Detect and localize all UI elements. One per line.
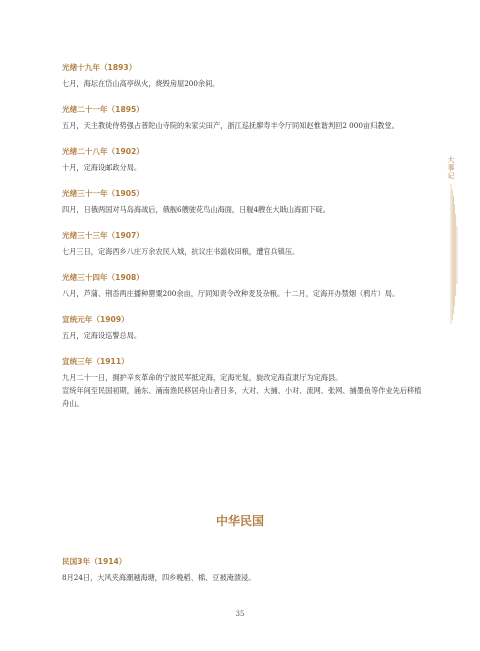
entry-text: 八月，芦蒲、荆岙两庄播种罂粟200余亩，厅同知责令改种麦及杂粮。十二月，定海开办禁烟（鸦片）局。 xyxy=(62,289,400,298)
chronicle-entry xyxy=(62,104,426,132)
entry-text: 四月，日俄两国对马岛海战后，俄舰6艘驶花鸟山海面，日舰4艘在大戢山海面下碇。 xyxy=(62,205,330,214)
entry-text: 8月24日，大风夹海潮越海塘，四乡晚稻、棉、豆被淹溃浸。 xyxy=(62,573,256,582)
entry-year: 光绪三十一年（1905） xyxy=(62,189,144,198)
entry-year: 光绪三十三年（1907） xyxy=(62,231,144,240)
entry-year: 光绪二十一年（1895） xyxy=(62,105,144,114)
entry-text: 五月，定海设巡警总局。 xyxy=(62,331,142,340)
side-section-label xyxy=(446,156,460,180)
chronicle-entry xyxy=(62,146,426,174)
chronicle-republic xyxy=(62,556,426,598)
page-number: 35 xyxy=(235,610,245,618)
entry-year: 民国3年（1914） xyxy=(62,557,127,566)
entry-text: 九月二十一日，拥护辛亥革命的宁波民军抵定海，定海光复，旋改定海直隶厅为定海县。 xyxy=(62,373,343,382)
chronicle-entry xyxy=(62,62,426,90)
chronicle-entry xyxy=(62,314,426,342)
chronicle-entry xyxy=(62,188,426,216)
chronicle-entry xyxy=(62,272,426,300)
entry-text: 七月，海坛在岱山高亭纵火，烧毁房屋200余间。 xyxy=(62,79,220,88)
chronicle-entry xyxy=(62,230,426,258)
side-label-text: 大事记 xyxy=(447,156,455,180)
section-title: 中华民国 xyxy=(215,514,264,528)
entry-year: 宣统三年（1911） xyxy=(62,357,129,366)
entry-year: 光绪二十八年（1902） xyxy=(62,147,144,156)
entry-year: 宣统元年（1909） xyxy=(62,315,129,324)
chronicle-qing xyxy=(62,62,426,424)
chronicle-entry xyxy=(62,356,426,410)
entry-text: 十月，定海设邮政分局。 xyxy=(62,163,142,172)
entry-text: 七月三日，定海西乡八庄万余农民入城，抗议庄书滥收田粮，遭官兵镇压。 xyxy=(62,247,300,256)
entry-year: 光绪十九年（1893） xyxy=(62,63,137,72)
entry-text: 宣统年间至民国初期，涌东、涌南渔民移居舟山者日多，大对、大捕、小对、流网、张网、捕墨鱼等作业先后移植舟山。 xyxy=(62,386,422,408)
side-decoration xyxy=(450,184,458,324)
entry-year: 光绪三十四年（1908） xyxy=(62,273,144,282)
chronicle-entry xyxy=(62,556,426,584)
entry-text: 五月，天主教徒侍势强占普陀山寺院的朱家尖田产，浙江巡抚廖寿丰令厅同知赵惟谐判回2 000亩归教堂。 xyxy=(62,121,399,130)
